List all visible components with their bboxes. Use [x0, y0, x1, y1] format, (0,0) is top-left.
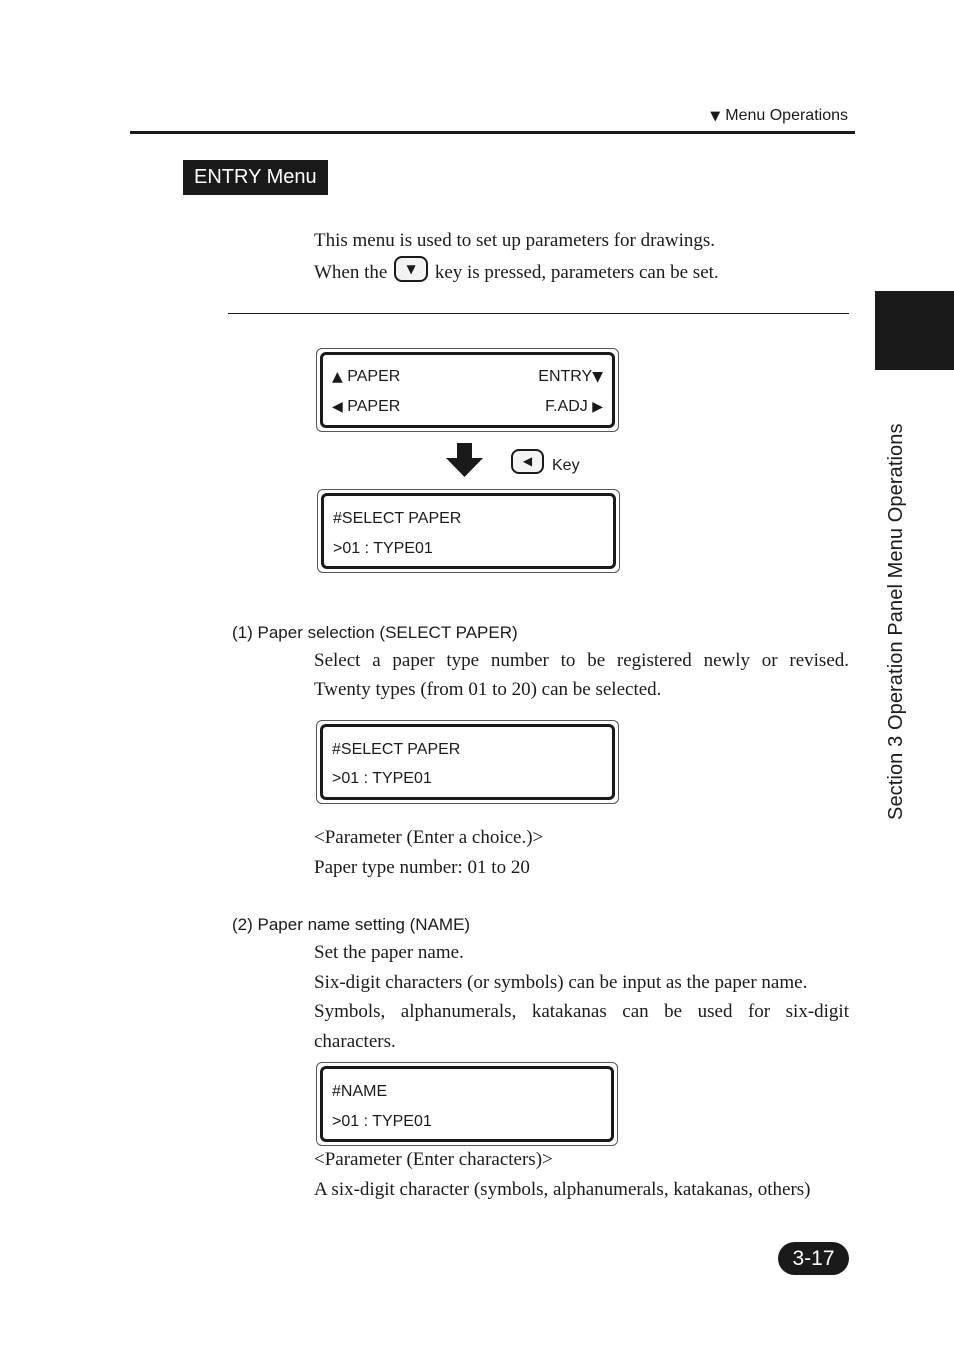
menu-row2-right: F.ADJ	[545, 398, 588, 415]
right-triangle-icon: ▶	[592, 399, 603, 415]
item2-text-1: Set the paper name.	[314, 942, 464, 963]
item1-display-line-2: >01 : TYPE01	[332, 770, 432, 787]
menu-display-panel	[316, 348, 619, 432]
item2-display-panel	[316, 1062, 618, 1146]
item2-heading: (2) Paper name setting (NAME)	[232, 915, 471, 934]
down-key-icon: ▼	[394, 256, 428, 282]
down-triangle-icon: ▼	[592, 369, 603, 385]
down-arrow-icon	[446, 443, 483, 482]
left-key-icon: ◀	[511, 449, 544, 474]
item2-text-2: Six-digit characters (or symbols) can be input as the paper name.	[314, 972, 808, 993]
menu-row1-left: PAPER	[347, 368, 401, 385]
display-line-2: >01 : TYPE01	[333, 540, 433, 557]
item2-text-4: characters.	[314, 1031, 396, 1052]
left-triangle-icon: ◀	[332, 399, 343, 415]
intro-line-2-end: key is pressed, parameters can be set.	[434, 262, 719, 283]
section-side-label: Section 3 Operation Panel Menu Operations	[885, 423, 907, 820]
intro-line-2-start: When the	[314, 262, 388, 283]
up-triangle-icon: ▲	[332, 369, 343, 385]
item1-param-2: Paper type number: 01 to 20	[314, 857, 530, 878]
intro-line-1: This menu is used to set up parameters for drawings.	[314, 230, 716, 251]
section-title: ENTRY Menu	[183, 160, 328, 195]
display-line-1: #SELECT PAPER	[333, 510, 462, 527]
menu-row2-left: PAPER	[347, 398, 401, 415]
item1-text-1: Select a paper type number to be registered newly or revised.	[314, 650, 849, 671]
item2-display-line-1: #NAME	[332, 1083, 388, 1100]
section-side-tab	[875, 291, 954, 370]
intro-line-2	[314, 256, 719, 288]
key-label: Key	[552, 457, 580, 474]
running-header	[0, 107, 848, 125]
item2-param-1: <Parameter (Enter characters)>	[314, 1149, 553, 1170]
item1-display-panel	[316, 720, 619, 804]
item2-text-3: Symbols, alphanumerals, katakanas can be used for six-digit	[314, 1001, 849, 1022]
item1-param-1: <Parameter (Enter a choice.)>	[314, 827, 544, 848]
item2-param-2: A six-digit character (symbols, alphanumerals, katakanas, others)	[314, 1179, 811, 1200]
header-rule	[130, 131, 855, 134]
item1-heading: (1) Paper selection (SELECT PAPER)	[232, 623, 518, 642]
page-number: 3-17	[778, 1242, 849, 1275]
item1-display-line-1: #SELECT PAPER	[332, 741, 461, 758]
divider-rule	[228, 313, 849, 314]
running-header-label: Menu Operations	[725, 107, 848, 124]
down-triangle-icon: ▼	[710, 109, 721, 124]
item1-text-2: Twenty types (from 01 to 20) can be selected.	[314, 679, 662, 700]
key-indicator	[509, 449, 580, 475]
menu-row1-right: ENTRY	[538, 368, 593, 385]
select-paper-display	[317, 489, 620, 573]
item2-display-line-2: >01 : TYPE01	[332, 1113, 432, 1130]
